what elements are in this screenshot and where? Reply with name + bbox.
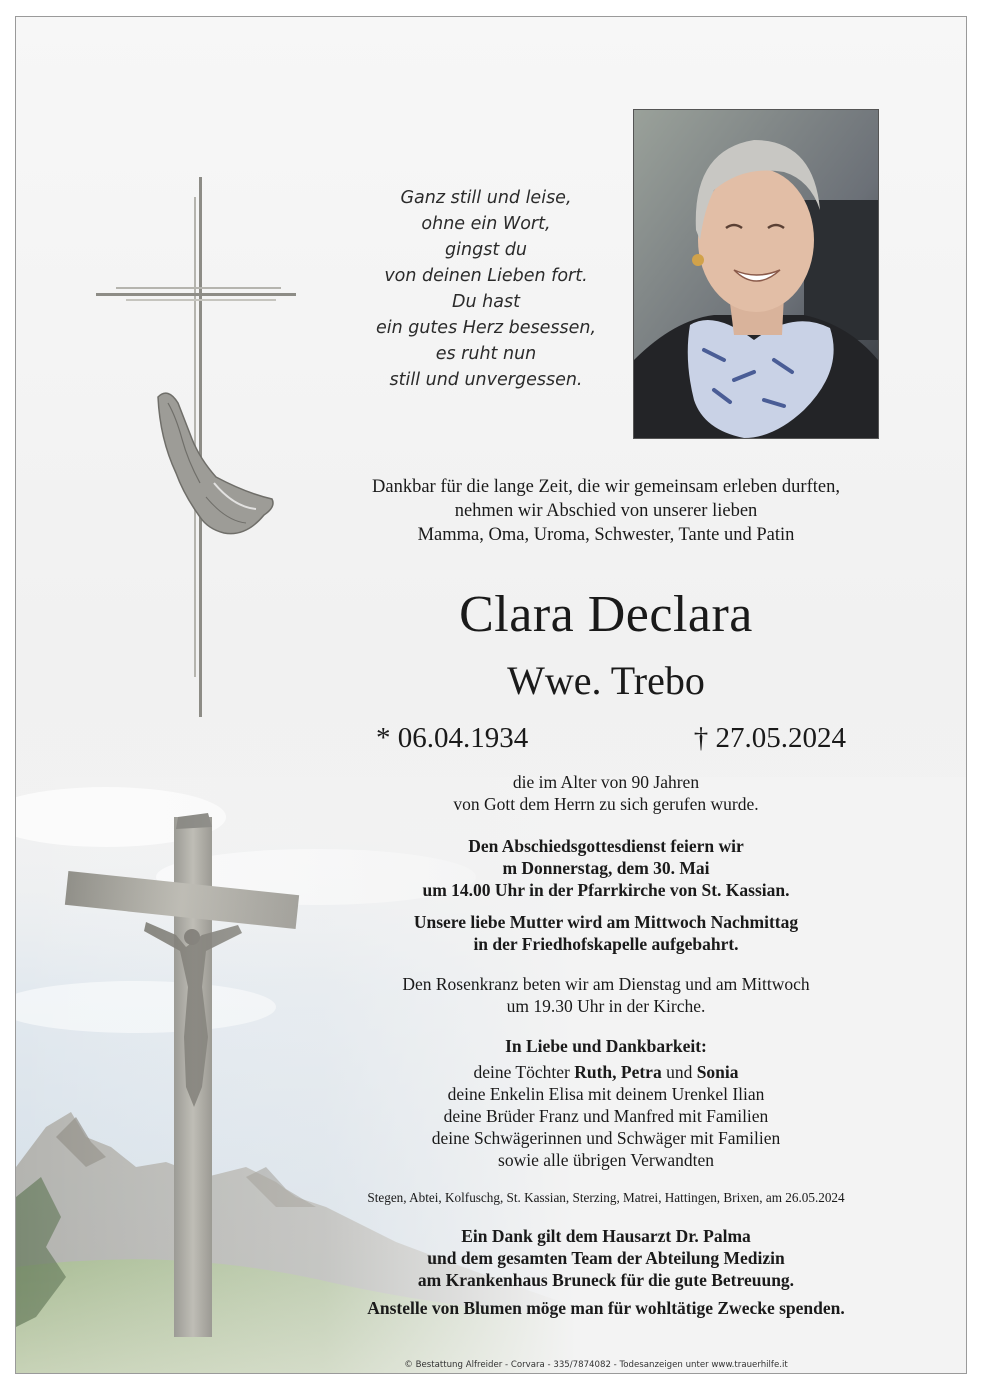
poem-line: still und unvergessen. [389, 370, 583, 390]
obituary-sheet [15, 16, 967, 1374]
mourner-line: sowie alle übrigen Verwandten [498, 1150, 714, 1170]
mourner-line: deine Brüder Franz und Manfred mit Familien [443, 1106, 769, 1126]
thanks-line: am Krankenhaus Bruneck für die gute Betreuung. [417, 1270, 795, 1290]
daughters-name-last: Sonia [696, 1062, 739, 1082]
death-date: † 27.05.2024 [693, 722, 846, 754]
poem-line: von deinen Lieben fort. [384, 266, 588, 286]
rosary-line: Den Rosenkranz beten wir am Dienstag und am Mittwoch [402, 974, 810, 994]
wake-line: Unsere liebe Mutter wird am Mittwoch Nachmittag [413, 912, 799, 932]
service-line: m Donnerstag, dem 30. Mai [502, 858, 710, 878]
funeral-service-info [306, 835, 906, 901]
mourners-heading: In Liebe und Dankbarkeit: [505, 1036, 707, 1056]
portrait-photo [633, 109, 879, 439]
thanks-line: Ein Dank gilt dem Hausarzt Dr. Palma [461, 1226, 751, 1246]
thanks-line: und dem gesamten Team der Abteilung Medizin [427, 1248, 785, 1268]
poem-line: gingst du [445, 240, 527, 260]
daughters-conjunction: und [661, 1062, 697, 1082]
age-line: von Gott dem Herrn zu sich gerufen wurde. [453, 794, 759, 814]
places-and-date: Stegen, Abtei, Kolfuschg, St. Kassian, Sterzing, Matrei, Hattingen, Brixen, am 26.05.2024 [367, 1190, 845, 1205]
mourner-line: deine Enkelin Elisa mit deinem Urenkel Ilian [447, 1084, 765, 1104]
intro-line: Dankbar für die lange Zeit, die wir gemeinsam erleben durften, [372, 477, 840, 497]
age-text [306, 771, 906, 815]
intro-line: nehmen wir Abschied von unserer lieben [454, 501, 758, 521]
rosary-line: um 19.30 Uhr in der Kirche. [506, 996, 706, 1016]
mourner-line: deine Schwägerinnen und Schwäger mit Familien [431, 1128, 781, 1148]
poem-line: ein gutes Herz besessen, [375, 318, 597, 338]
intro-line: Mamma, Oma, Uroma, Schwester, Tante und Patin [417, 525, 795, 545]
wake-info [306, 911, 906, 955]
birth-date: * 06.04.1934 [376, 722, 529, 754]
thanks-text [306, 1225, 906, 1291]
deceased-married-name: Wwe. Trebo [507, 658, 705, 703]
rosary-info [306, 973, 906, 1017]
footer-credits: © Bestattung Alfreider - Corvara - 335/7874082 - Todesanzeigen unter www.trauerhilfe.it [404, 1360, 788, 1370]
service-line: Den Abschiedsgottesdienst feiern wir [468, 836, 744, 856]
intro-text [306, 475, 906, 547]
deceased-name: Clara Declara [459, 586, 753, 643]
poem-line: Du hast [452, 292, 520, 312]
poem-line: Ganz still und leise, [400, 188, 572, 208]
daughters-line [306, 1061, 906, 1083]
wake-line: in der Friedhofskapelle aufgebahrt. [473, 934, 739, 954]
daughters-prefix: deine Töchter [473, 1062, 575, 1082]
cross-with-praying-hands-icon [96, 177, 316, 717]
mourners-list [306, 1035, 906, 1171]
service-line: um 14.00 Uhr in der Pfarrkirche von St. Kassian. [422, 880, 790, 900]
poem-line: ohne ein Wort, [421, 214, 551, 234]
poem [316, 185, 656, 393]
flowers-note: Anstelle von Blumen möge man für wohltätige Zwecke spenden. [367, 1298, 845, 1318]
age-line: die im Alter von 90 Jahren [512, 772, 700, 792]
daughters-names: Ruth, Petra [574, 1062, 662, 1082]
poem-line: es ruht nun [435, 344, 537, 364]
